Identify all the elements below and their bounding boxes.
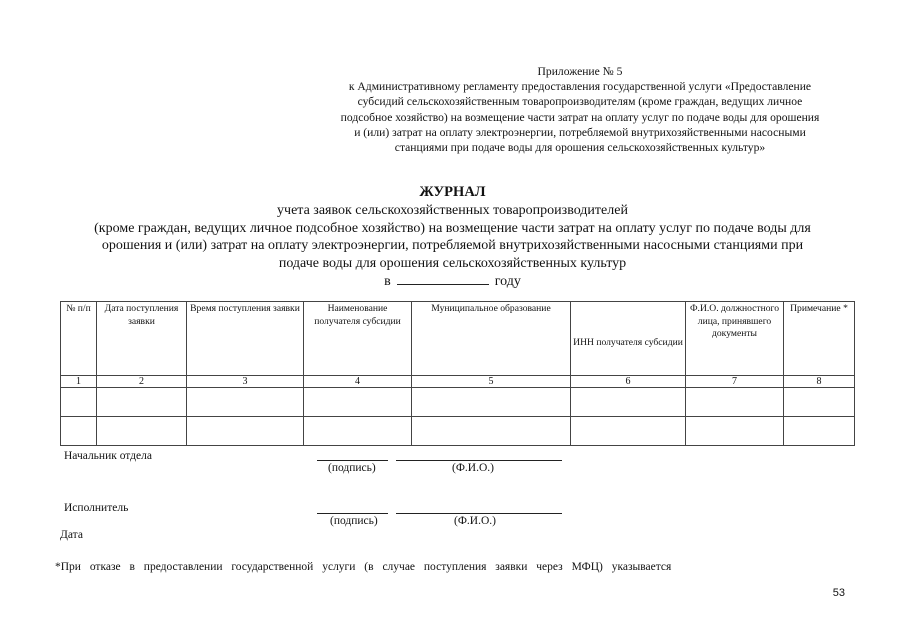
table-cell [61, 417, 97, 446]
journal-title: ЖУРНАЛ [419, 184, 486, 200]
year-suffix: году [494, 274, 521, 289]
journal-table [60, 301, 855, 446]
column-number: 4 [304, 376, 412, 388]
table-cell [304, 388, 412, 417]
column-header: Муниципальное образование [412, 302, 571, 376]
table-cell [784, 417, 855, 446]
head-name-line [396, 460, 562, 461]
table-row [61, 388, 855, 417]
executor-signature-caption: (подпись) [330, 515, 378, 527]
column-number: 2 [97, 376, 187, 388]
journal-description [40, 202, 865, 291]
journal-line: орошения и (или) затрат на оплату электроэнергии, потребляемой внутрихозяйственными насосными станциями при [101, 238, 804, 253]
column-number: 3 [187, 376, 304, 388]
table-cell [187, 388, 304, 417]
journal-line: подаче воды для орошения сельскохозяйственных культур [278, 255, 627, 271]
executor-label: Исполнитель [64, 502, 129, 514]
date-label: Дата [60, 529, 83, 541]
head-of-department-label: Начальник отдела [64, 450, 152, 462]
column-number: 8 [784, 376, 855, 388]
table-cell [571, 388, 686, 417]
page-number: 53 [832, 587, 845, 599]
column-header: Примечание * [784, 302, 855, 376]
journal-line: (кроме граждан, ведущих личное подсобное хозяйство) на возмещение части затрат на оплату услуг по подаче воды для [94, 220, 811, 236]
table-cell [686, 388, 784, 417]
head-name-caption: (Ф.И.О.) [452, 462, 494, 474]
table-cell [412, 388, 571, 417]
table-cell [187, 417, 304, 446]
table-cell [97, 417, 187, 446]
table-header-row [61, 302, 855, 376]
appendix-line: Приложение № 5 [537, 65, 623, 78]
table-cell [97, 388, 187, 417]
table-cell [784, 388, 855, 417]
column-header: ИНН получателя субсидии [571, 302, 686, 376]
appendix-line: подсобное хозяйство) на возмещение части затрат на оплату услуг по подаче воды для орошения [340, 110, 820, 124]
appendix-line: станциями при подаче воды для орошения сельскохозяйственных культур» [394, 141, 766, 155]
appendix-header [300, 64, 860, 155]
table-cell [412, 417, 571, 446]
year-prefix: в [384, 274, 391, 289]
column-number: 1 [61, 376, 97, 388]
head-signature-line [317, 460, 388, 461]
table-cell [686, 417, 784, 446]
footnote: *При отказе в предоставлении государственной услуги (в случае поступления заявки через МФЦ) указывается [55, 561, 672, 573]
column-number: 6 [571, 376, 686, 388]
appendix-line: к Административному регламенту предоставления государственной услуги «Предоставление [348, 80, 812, 94]
column-header: Время поступления заявки [187, 302, 304, 376]
executor-name-caption: (Ф.И.О.) [454, 515, 496, 527]
column-number: 5 [412, 376, 571, 388]
executor-signature-line [317, 513, 388, 514]
table-cell [304, 417, 412, 446]
journal-line: учета заявок сельскохозяйственных товаропроизводителей [277, 203, 628, 218]
table-number-row [61, 376, 855, 388]
appendix-line: субсидий сельскохозяйственным товаропроизводителям (кроме граждан, ведущих личное [357, 95, 803, 109]
table-cell [571, 417, 686, 446]
column-header: № п/п [61, 302, 97, 376]
table-cell [61, 388, 97, 417]
column-header: Ф.И.О. должностного лица, принявшего документы [686, 302, 784, 376]
column-header: Дата поступления заявки [97, 302, 187, 376]
appendix-line: и (или) затрат на оплату электроэнергии, потребляемой внутрихозяйственными насосными [354, 125, 806, 139]
column-number: 7 [686, 376, 784, 388]
column-header: Наименование получателя субсидии [304, 302, 412, 376]
table-row [61, 417, 855, 446]
executor-name-line [396, 513, 562, 514]
year-blank-field [397, 272, 489, 285]
head-signature-caption: (подпись) [328, 462, 376, 474]
journal-year-line [40, 272, 865, 291]
